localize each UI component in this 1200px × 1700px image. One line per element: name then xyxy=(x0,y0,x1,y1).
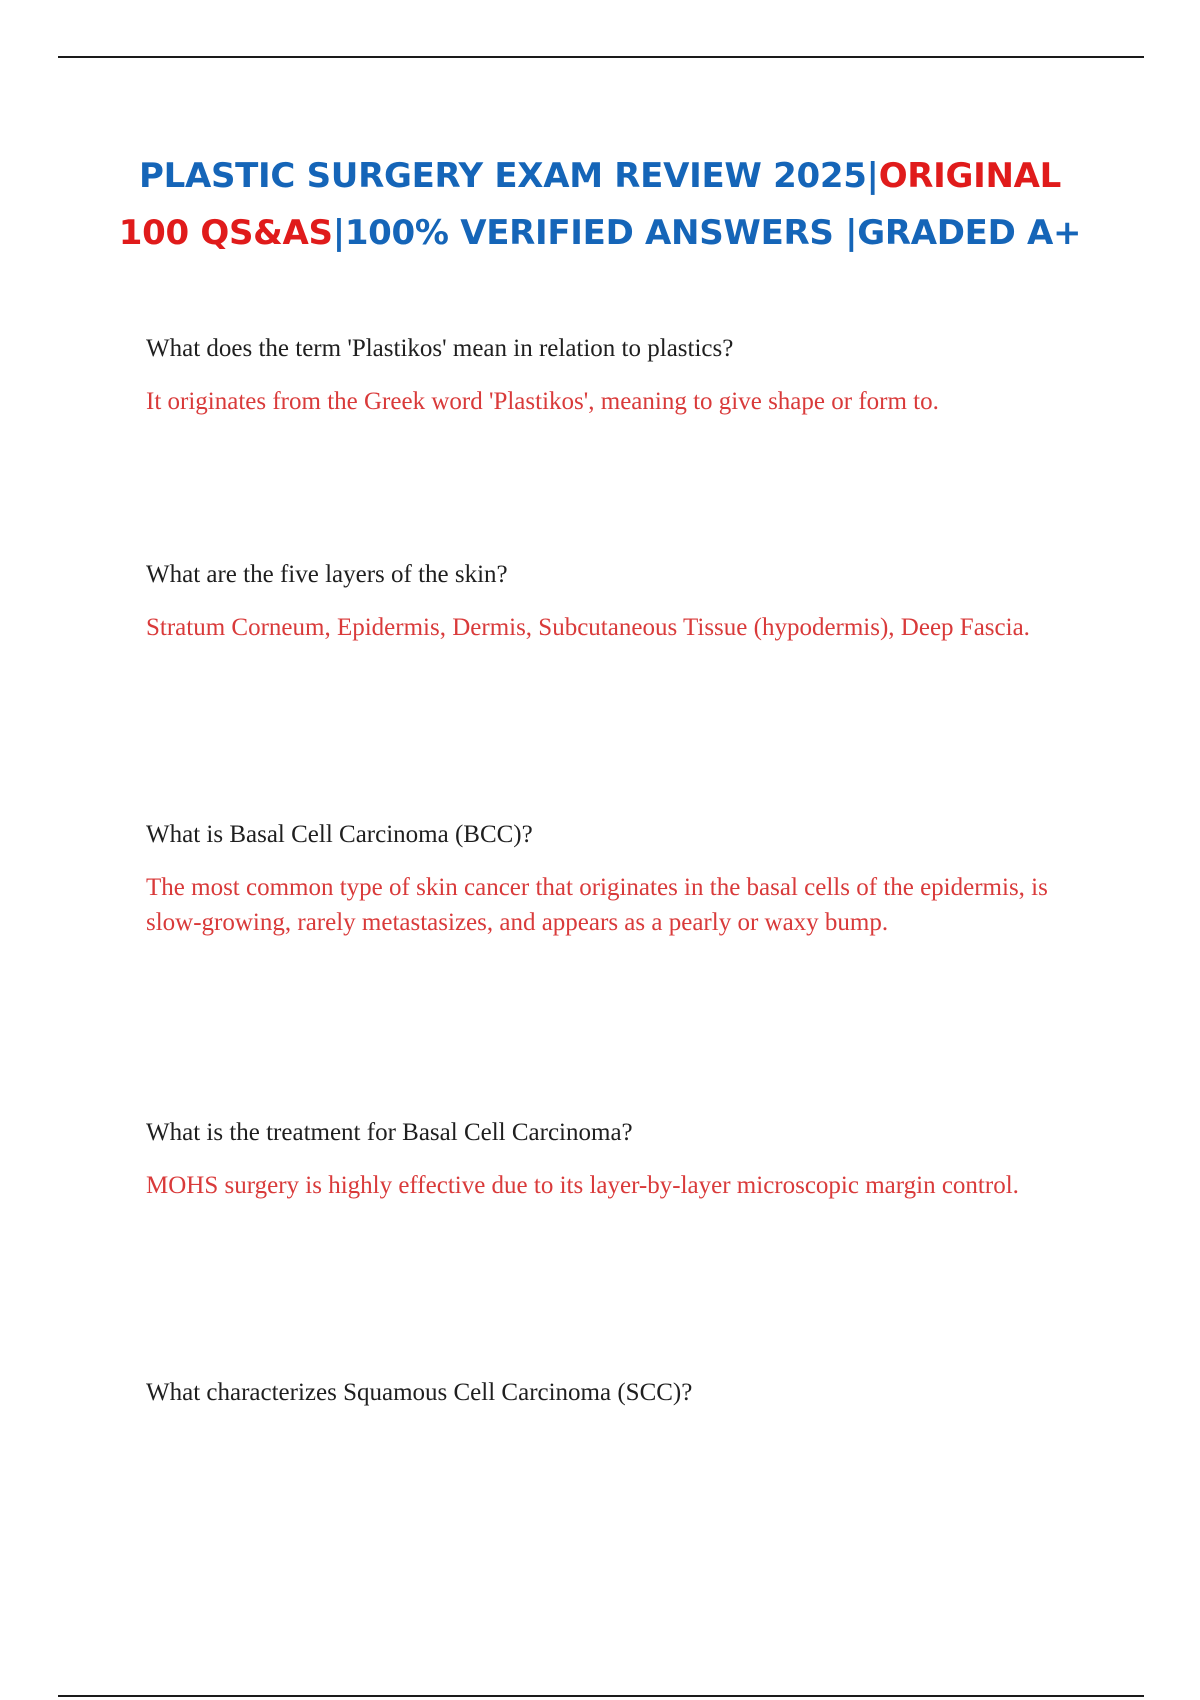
answer-text: It originates from the Greek word 'Plastikos', meaning to give shape or form to. xyxy=(146,388,939,415)
answer-text: Stratum Corneum, Epidermis, Dermis, Subcutaneous Tissue (hypodermis), Deep Fascia. xyxy=(146,614,1030,641)
qa-item-4 xyxy=(146,1118,1086,1203)
title-part-blue: PLASTIC SURGERY EXAM REVIEW 2025| xyxy=(138,156,879,196)
question-text: What are the five layers of the skin? xyxy=(146,561,508,588)
title-part-red: 100 QS&AS xyxy=(118,213,333,253)
question-text: What characterizes Squamous Cell Carcinoma (SCC)? xyxy=(146,1379,693,1406)
title-line-2 xyxy=(100,205,1100,262)
answer-text: MOHS surgery is highly effective due to its layer-by-layer microscopic margin control. xyxy=(146,1172,1019,1199)
top-rule xyxy=(58,56,1144,58)
title-line-1 xyxy=(100,148,1100,205)
question-text: What does the term 'Plastikos' mean in relation to plastics? xyxy=(146,335,734,362)
qa-item-2 xyxy=(146,560,1086,645)
question-text: What is the treatment for Basal Cell Carcinoma? xyxy=(146,1119,633,1146)
document-title xyxy=(100,148,1100,262)
qa-item-1 xyxy=(146,334,1086,419)
qa-item-5 xyxy=(146,1378,1086,1428)
answer-text: The most common type of skin cancer that originates in the basal cells of the epidermis, is slow-growing, rarely metastasizes, and appears as a pearly or waxy bump. xyxy=(146,874,1048,936)
qa-item-3 xyxy=(146,820,1086,940)
title-part-blue: |100% VERIFIED ANSWERS |GRADED A+ xyxy=(332,213,1082,253)
bottom-rule xyxy=(58,1695,1144,1697)
question-text: What is Basal Cell Carcinoma (BCC)? xyxy=(146,821,533,848)
title-part-red: ORIGINAL xyxy=(878,156,1062,196)
